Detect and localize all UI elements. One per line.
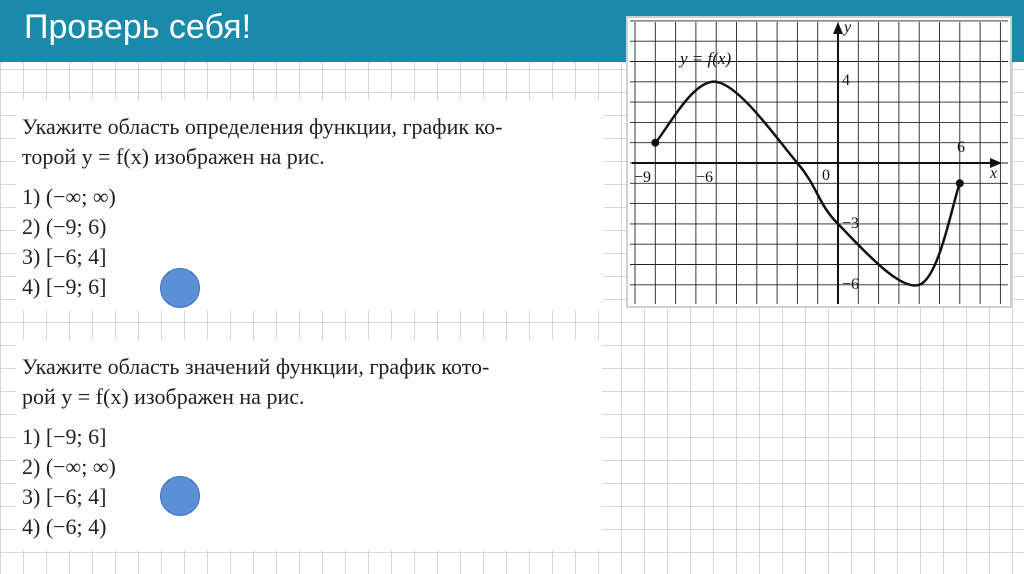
answer-option-1[interactable]: 1) [−9; 6] <box>22 424 107 449</box>
question-text-line-2: торой y = f(x) изображен на рис. <box>22 144 325 169</box>
answer-marker[interactable] <box>160 268 200 308</box>
y-axis-label: y <box>844 19 852 36</box>
page-title: Проверь себя! <box>24 8 252 46</box>
answer-option-3[interactable]: 3) [−6; 4] <box>22 244 107 269</box>
function-graph <box>626 16 1012 308</box>
x-axis-label: x <box>990 165 998 182</box>
tick-label-y-4: 4 <box>842 72 850 89</box>
curve-endpoint-right <box>956 179 964 187</box>
question-text-line-1: Укажите область значений функции, график кото- <box>22 354 490 379</box>
tick-label-x-neg6: −6 <box>696 169 714 186</box>
y-axis-arrow-icon <box>833 22 843 34</box>
task-domain-question <box>16 100 604 310</box>
answer-option-2[interactable]: 2) (−9; 6) <box>22 214 107 239</box>
answer-option-4[interactable]: 4) [−9; 6] <box>22 274 107 299</box>
question-text-line-2: рой y = f(x) изображен на рис. <box>22 384 305 409</box>
graph-canvas <box>628 18 1010 306</box>
answer-option-3[interactable]: 3) [−6; 4] <box>22 484 107 509</box>
function-label: y = f(x) <box>680 49 732 68</box>
task-range-question <box>16 340 602 550</box>
answer-option-4[interactable]: 4) (−6; 4) <box>22 514 107 539</box>
tick-label-y-neg6: −6 <box>842 276 860 293</box>
answer-marker[interactable] <box>160 476 200 516</box>
answer-option-1[interactable]: 1) (−∞; ∞) <box>22 184 116 209</box>
answer-option-2[interactable]: 2) (−∞; ∞) <box>22 454 116 479</box>
tick-label-y-neg3: −3 <box>842 215 860 232</box>
curve-endpoint-left <box>651 139 659 147</box>
tick-label-x-neg9: −9 <box>634 169 652 186</box>
tick-label-x-6: 6 <box>957 139 965 156</box>
question-text-line-1: Укажите область определения функции, график ко- <box>22 114 503 139</box>
tick-label-origin: 0 <box>822 167 830 184</box>
